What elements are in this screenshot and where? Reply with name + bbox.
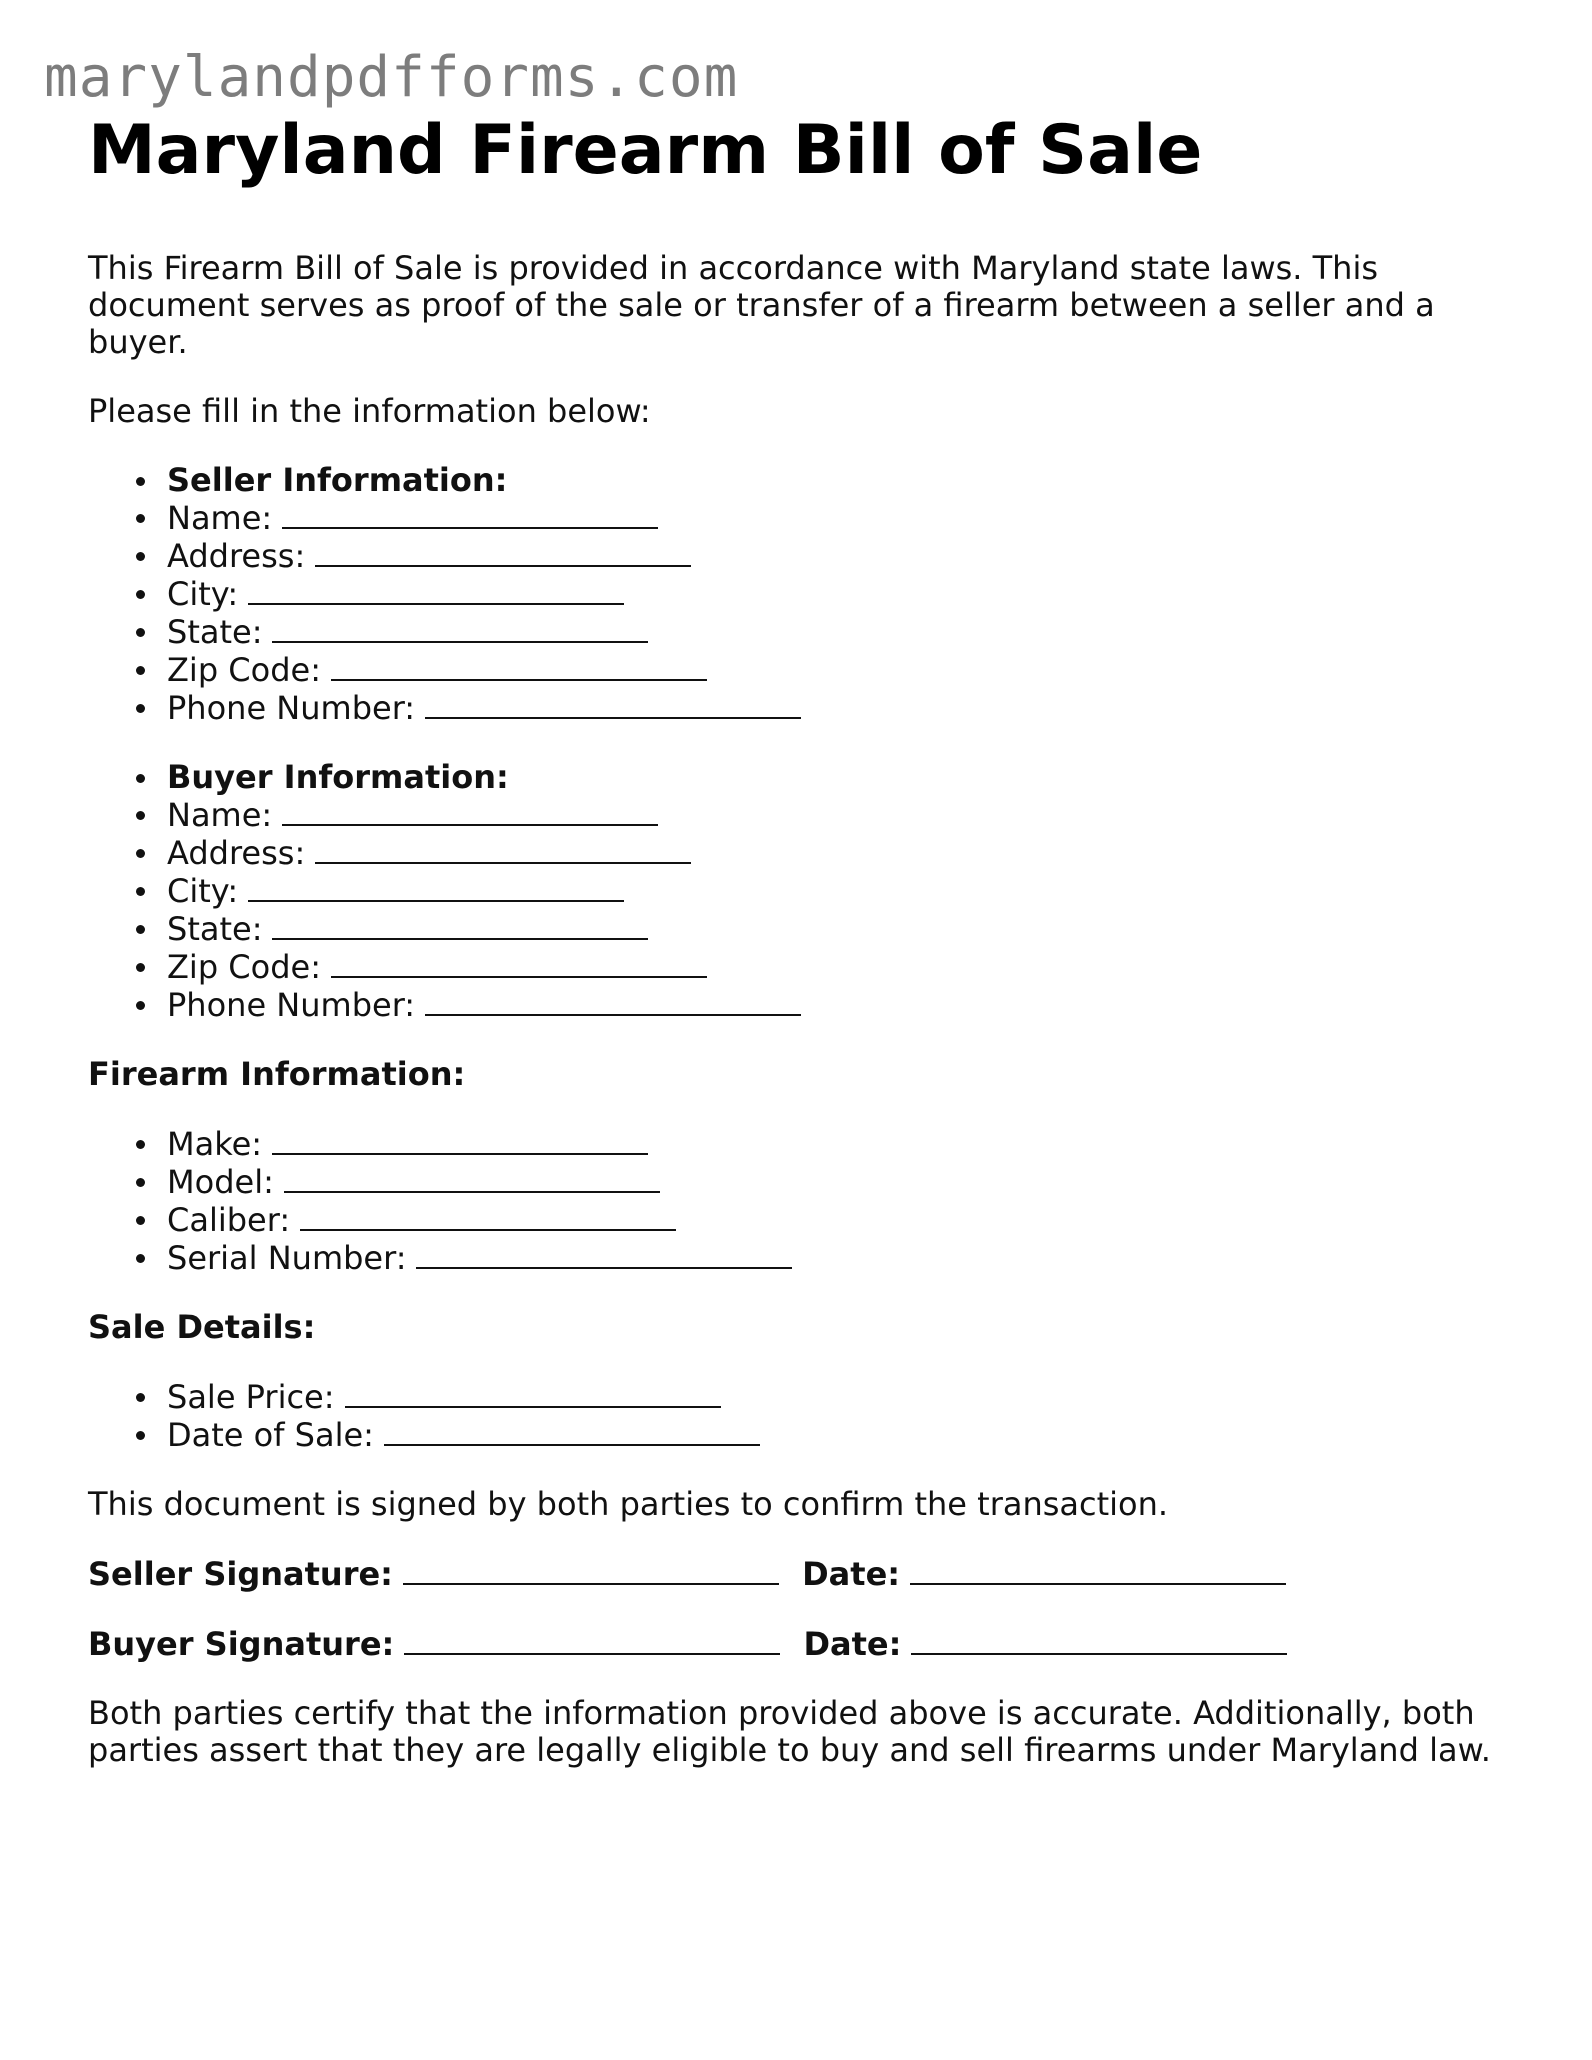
seller-address-item	[167, 537, 1508, 575]
buyer-name-item	[167, 796, 1508, 834]
seller-state-field[interactable]	[272, 613, 648, 643]
field-label: Serial Number:	[167, 1239, 407, 1278]
seller-signature-row	[88, 1555, 1508, 1593]
sale-price-field[interactable]	[345, 1378, 721, 1408]
buyer-heading: Buyer Information:	[167, 759, 1508, 796]
firearm-section	[88, 1125, 1508, 1277]
field-label: State:	[167, 910, 263, 949]
closing-paragraph: Both parties certify that the information provided above is accurate. Additionally, both parties assert that they are legally eligible to buy and sell firearms under Maryland law.	[88, 1694, 1491, 1770]
field-label: Sale Price:	[167, 1378, 335, 1417]
buyer-date-label: Date:	[803, 1625, 902, 1664]
field-label: State:	[167, 613, 263, 652]
field-label: Name:	[167, 796, 273, 835]
seller-signature-label: Seller Signature:	[88, 1555, 393, 1594]
firearm-caliber-field[interactable]	[300, 1201, 676, 1231]
buyer-zip-field[interactable]	[331, 948, 707, 978]
page-title: Maryland Firearm Bill of Sale	[88, 111, 1203, 190]
field-label: Caliber:	[167, 1201, 291, 1240]
field-label: Zip Code:	[167, 651, 321, 690]
signed-statement: This document is signed by both parties to confirm the transaction.	[88, 1485, 1169, 1524]
field-label: City:	[167, 575, 239, 614]
firearm-caliber-item	[167, 1201, 1508, 1239]
seller-zip-field[interactable]	[331, 651, 707, 681]
sale-price-item	[167, 1378, 1508, 1416]
sale-heading: Sale Details:	[88, 1308, 316, 1347]
buyer-state-field[interactable]	[272, 910, 648, 940]
firearm-make-item	[167, 1125, 1508, 1163]
sale-date-item	[167, 1416, 1508, 1454]
seller-city-field[interactable]	[248, 575, 624, 605]
fill-in-prompt: Please fill in the information below:	[88, 392, 651, 431]
seller-signature-field[interactable]	[403, 1555, 779, 1585]
seller-phone-field[interactable]	[425, 689, 801, 719]
seller-date-label: Date:	[802, 1555, 901, 1594]
field-label: Date of Sale:	[167, 1416, 374, 1455]
firearm-model-field[interactable]	[284, 1163, 660, 1193]
buyer-zip-item	[167, 948, 1508, 986]
buyer-phone-field[interactable]	[425, 986, 801, 1016]
seller-name-field[interactable]	[282, 499, 658, 529]
field-label: Phone Number:	[167, 986, 416, 1025]
buyer-city-item	[167, 872, 1508, 910]
seller-city-item	[167, 575, 1508, 613]
buyer-date-field[interactable]	[911, 1625, 1287, 1655]
seller-section	[88, 462, 1508, 727]
firearm-serial-field[interactable]	[416, 1239, 792, 1269]
field-label: Address:	[167, 537, 306, 576]
watermark: marylandpdfforms.com	[44, 45, 739, 110]
field-label: Zip Code:	[167, 948, 321, 987]
buyer-signature-row	[88, 1625, 1508, 1663]
seller-name-item	[167, 499, 1508, 537]
buyer-signature-field[interactable]	[404, 1625, 780, 1655]
buyer-signature-label: Buyer Signature:	[88, 1625, 395, 1664]
seller-state-item	[167, 613, 1508, 651]
firearm-make-field[interactable]	[272, 1125, 648, 1155]
buyer-address-item	[167, 834, 1508, 872]
firearm-model-item	[167, 1163, 1508, 1201]
field-label: City:	[167, 872, 239, 911]
seller-address-field[interactable]	[315, 537, 691, 567]
firearm-heading: Firearm Information:	[88, 1055, 466, 1094]
buyer-phone-item	[167, 986, 1508, 1024]
firearm-serial-item	[167, 1239, 1508, 1277]
intro-paragraph: This Firearm Bill of Sale is provided in accordance with Maryland state laws. This document serves as proof of the sale or transfer of a firearm between a seller and a buyer.	[88, 249, 1435, 362]
field-label: Make:	[167, 1125, 263, 1164]
buyer-name-field[interactable]	[282, 796, 658, 826]
field-label: Address:	[167, 834, 306, 873]
buyer-section	[88, 759, 1508, 1024]
sale-date-field[interactable]	[384, 1416, 760, 1446]
seller-heading: Seller Information:	[167, 462, 1508, 499]
seller-phone-item	[167, 689, 1508, 727]
sale-section	[88, 1378, 1508, 1454]
document-page	[88, 112, 1508, 1769]
buyer-address-field[interactable]	[315, 834, 691, 864]
field-label: Phone Number:	[167, 689, 416, 728]
buyer-city-field[interactable]	[248, 872, 624, 902]
field-label: Name:	[167, 499, 273, 538]
field-label: Model:	[167, 1163, 274, 1202]
seller-zip-item	[167, 651, 1508, 689]
seller-date-field[interactable]	[910, 1555, 1286, 1585]
buyer-state-item	[167, 910, 1508, 948]
